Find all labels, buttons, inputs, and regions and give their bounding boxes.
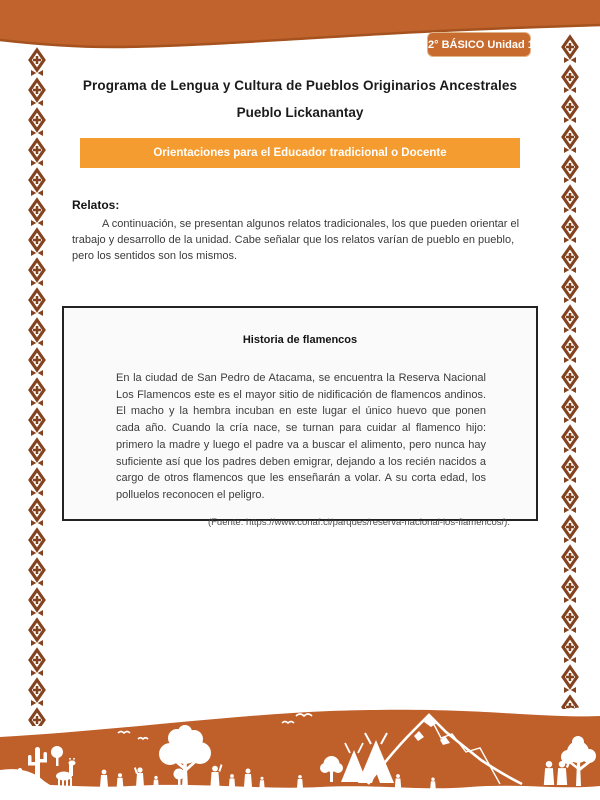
story-source: (Fuente: https://www.conaf.cl/parques/reserva-nacional-los-flamencos/). <box>207 516 510 528</box>
story-box <box>62 306 538 528</box>
andean-pattern-left-icon <box>27 46 47 726</box>
page-title: Programa de Lengua y Cultura de Pueblos Originarios Ancestrales <box>82 78 518 93</box>
relatos-paragraph: A continuación, se presentan algunos relatos tradicionales, los que pueden orientar el trabajo y desarrollo de la unidad. Cabe señalar que los relatos varían de pueblo en pueblo, pero los sentidos son los mismos. <box>72 218 520 262</box>
unit-badge: 2° BÁSICO Unidad 1 <box>427 32 531 57</box>
landscape-illustration <box>0 690 600 800</box>
section-banner: Orientaciones para el Educador tradicional o Docente <box>80 138 520 168</box>
story-paragraph: En la ciudad de San Pedro de Atacama, se encuentra la Reserva Nacional Los Flamencos este es el mayor sitio de nidificación de flamencos andinos. El macho y la hembra incuban en este lugar el único huevo que ponen cada año. Cuando la cría nace, se turnan para cuidar al flamenco hijo: primero la madre y luego el padre va a buscar el alimento, pero nunca hay suficiente así que los padres deben emigrar, dejando a los recién nacidos a cargo de otros flamencos que les enseñarán a volar. A su corta edad, los polluelos reconocen el peligro. <box>116 372 486 502</box>
story-title: Historia de flamencos <box>242 334 358 346</box>
page-subtitle: Pueblo Lickanantay <box>236 105 364 120</box>
andean-pattern-right-icon <box>560 33 580 709</box>
relatos-heading: Relatos: <box>72 198 120 212</box>
